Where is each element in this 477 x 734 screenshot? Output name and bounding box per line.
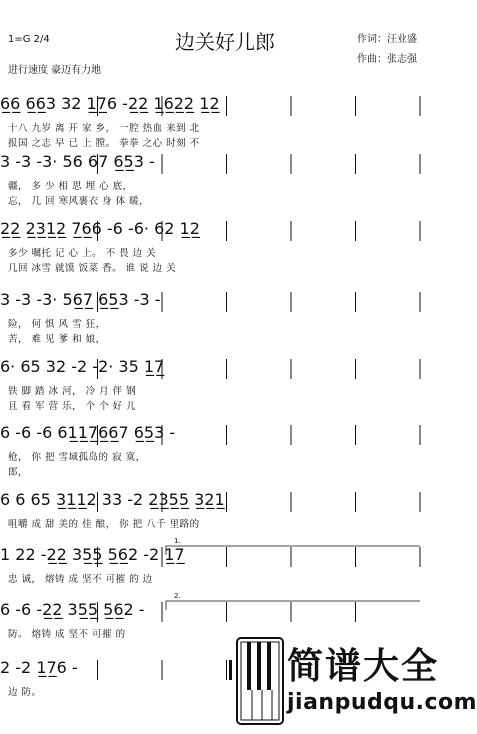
bar-lines: [0, 545, 450, 571]
measure: 2̲2̲ 3: [46, 545, 83, 564]
bar-lines: [0, 152, 450, 178]
lyric-line: 苦， 难 见 爹 和 娘，: [8, 334, 106, 345]
measure: 7 6̲5̲: [118, 423, 155, 442]
lyric-line: 防。 熔铸 成 坚不 可摧 的: [8, 629, 126, 640]
measure: 2 -: [25, 545, 47, 564]
measure: 6̲7̲ 6̲5̲: [72, 290, 119, 309]
measure: 2 1̲7̲: [21, 658, 57, 677]
measure: 3 -: [21, 152, 43, 171]
measure: 1 2: [0, 545, 26, 564]
lyric-line: 十八 九岁 离 开 家 乡， 一腔 热血 来到 北: [8, 123, 200, 134]
measure: 3 -: [111, 490, 134, 509]
measure: 6· 6: [0, 357, 31, 376]
measure: 2̲2̲ 1̲6̲: [127, 94, 174, 113]
measure: 2 -: [127, 545, 149, 564]
measure: 5 3: [30, 357, 56, 376]
measure: 3· 5: [42, 290, 73, 309]
measure: 7 6̲5̲: [98, 152, 134, 171]
bar-lines: [0, 94, 450, 120]
measure: 5 3̲1̲1̲: [40, 490, 87, 509]
bar-lines: [0, 490, 450, 516]
measure: 2 1̲7̲: [71, 94, 107, 113]
measure: 2· 3: [98, 357, 129, 376]
score-system: [0, 152, 450, 212]
measure: 6̲6̲ 6̲6̲: [0, 94, 46, 113]
measure: 6 -: [0, 600, 22, 619]
measure: 5̲5̲ 5̲6̲: [77, 600, 124, 619]
lyric-line: 疆， 多 少 相 思 埋 心 底，: [8, 181, 133, 192]
lyric-line: 边 防。: [8, 687, 42, 698]
measure: 6 -: [0, 423, 22, 442]
measure: 3 -: [0, 290, 22, 309]
lyric-line: 铁 脚 踏 冰 河， 冷 月 伴 钢: [8, 386, 137, 397]
score-system: [0, 490, 450, 550]
score-system: [0, 537, 450, 605]
measure: 3 -: [21, 290, 43, 309]
bar-lines: [0, 600, 450, 626]
lyric-line: 险， 何 惧 风 雪 狂，: [8, 319, 106, 330]
measure: 3 3: [45, 94, 72, 113]
volta-label: 2.: [174, 592, 181, 600]
measure: 6 -: [106, 94, 128, 113]
measure: 2 1̲2̲: [164, 219, 200, 238]
lyric-line: 多少 嘱托 记 心 上。 不 畏 边 关: [8, 248, 157, 259]
measure: 6 6: [72, 152, 99, 171]
lyric-line: 忠 诚， 熔铸 成 坚不 可摧 的 边: [8, 574, 153, 585]
lyric-line: 咀嚼 成 甜 美的 佳 酿， 你 把 八千 里路的: [8, 519, 200, 530]
measure: 2 3: [86, 490, 112, 509]
score-system: [0, 357, 450, 417]
measure: 5̲5̲ 3̲2̲1̲: [168, 490, 225, 509]
bar-lines: [0, 290, 450, 316]
measure: 6 -: [91, 219, 113, 238]
lyric-line: 报国 之志 早 已 上 膛。 拳拳 之心 时刻 不: [8, 138, 200, 149]
measure: 6 6: [42, 423, 68, 442]
measure: 5 1̲7̲: [128, 357, 165, 376]
tempo-marking: 进行速度 豪迈有力地: [8, 65, 102, 76]
measure: 3· 5: [42, 152, 73, 171]
volta-bracket: [166, 601, 420, 610]
measure: 6· 6: [133, 219, 165, 238]
measure: 6 6 6: [0, 490, 41, 509]
lyric-line: 郎，: [8, 467, 29, 478]
measure: 3 -: [0, 152, 22, 171]
lyricist-credit: 作词：汪业盛: [357, 34, 417, 45]
song-title: 边关好儿郎: [175, 30, 275, 54]
volta-label: 1.: [174, 537, 181, 545]
composer-credit: 作曲：张志强: [357, 54, 417, 65]
measure: 2 -: [123, 600, 145, 619]
measure: 3 -: [133, 152, 155, 171]
measure: 3 -: [154, 423, 176, 442]
measure: 2 1̲7̲: [148, 545, 185, 564]
measure: 6 -: [21, 600, 43, 619]
measure: 2̲2̲ 3: [42, 600, 78, 619]
measure: 2 -: [77, 357, 99, 376]
lyric-line: 几回 冰雪 就馍 饭菜 香。 谁 说 边 关: [8, 263, 177, 274]
logo-url: jianpudqu.com: [287, 690, 477, 715]
score-system: [0, 219, 450, 279]
logo-name: 简谱大全: [287, 646, 440, 687]
key-signature: 1=G 2/4: [8, 34, 50, 45]
measure: 2 2̲3̲: [133, 490, 169, 509]
score-system: [0, 290, 450, 350]
measure: 2̲2̲ 1̲2̲: [173, 94, 220, 113]
score-system: [0, 94, 450, 154]
measure: 2 -: [55, 357, 78, 376]
volta-bracket: [166, 546, 420, 555]
measure: 2 -: [0, 658, 22, 677]
measure: 1̲2̲ 7̲6̲: [45, 219, 92, 238]
bar-lines: [0, 423, 450, 449]
measure: 2̲2̲ 2̲3̲: [0, 219, 46, 238]
measure: 5̲5̲ 5̲6̲: [82, 545, 128, 564]
score-system: [0, 423, 450, 483]
bar-lines: [0, 219, 450, 245]
lyric-line: 枪， 你 把 雪域孤岛的 寂 寞，: [8, 452, 146, 463]
measure: 6 -: [21, 423, 43, 442]
measure: 6 -: [56, 658, 78, 677]
measure: 3 -: [118, 290, 140, 309]
measure: 3 -: [139, 290, 161, 309]
bar-lines: [0, 357, 450, 383]
measure: 6 -: [112, 219, 134, 238]
measure: 1̲1̲7̲6̲6̲: [67, 423, 119, 442]
lyric-line: 忘， 几 回 寒风裹衣 身 体 暖，: [8, 196, 150, 207]
lyric-line: 且 看 军 营 乐， 个 个 好 儿: [8, 401, 137, 412]
